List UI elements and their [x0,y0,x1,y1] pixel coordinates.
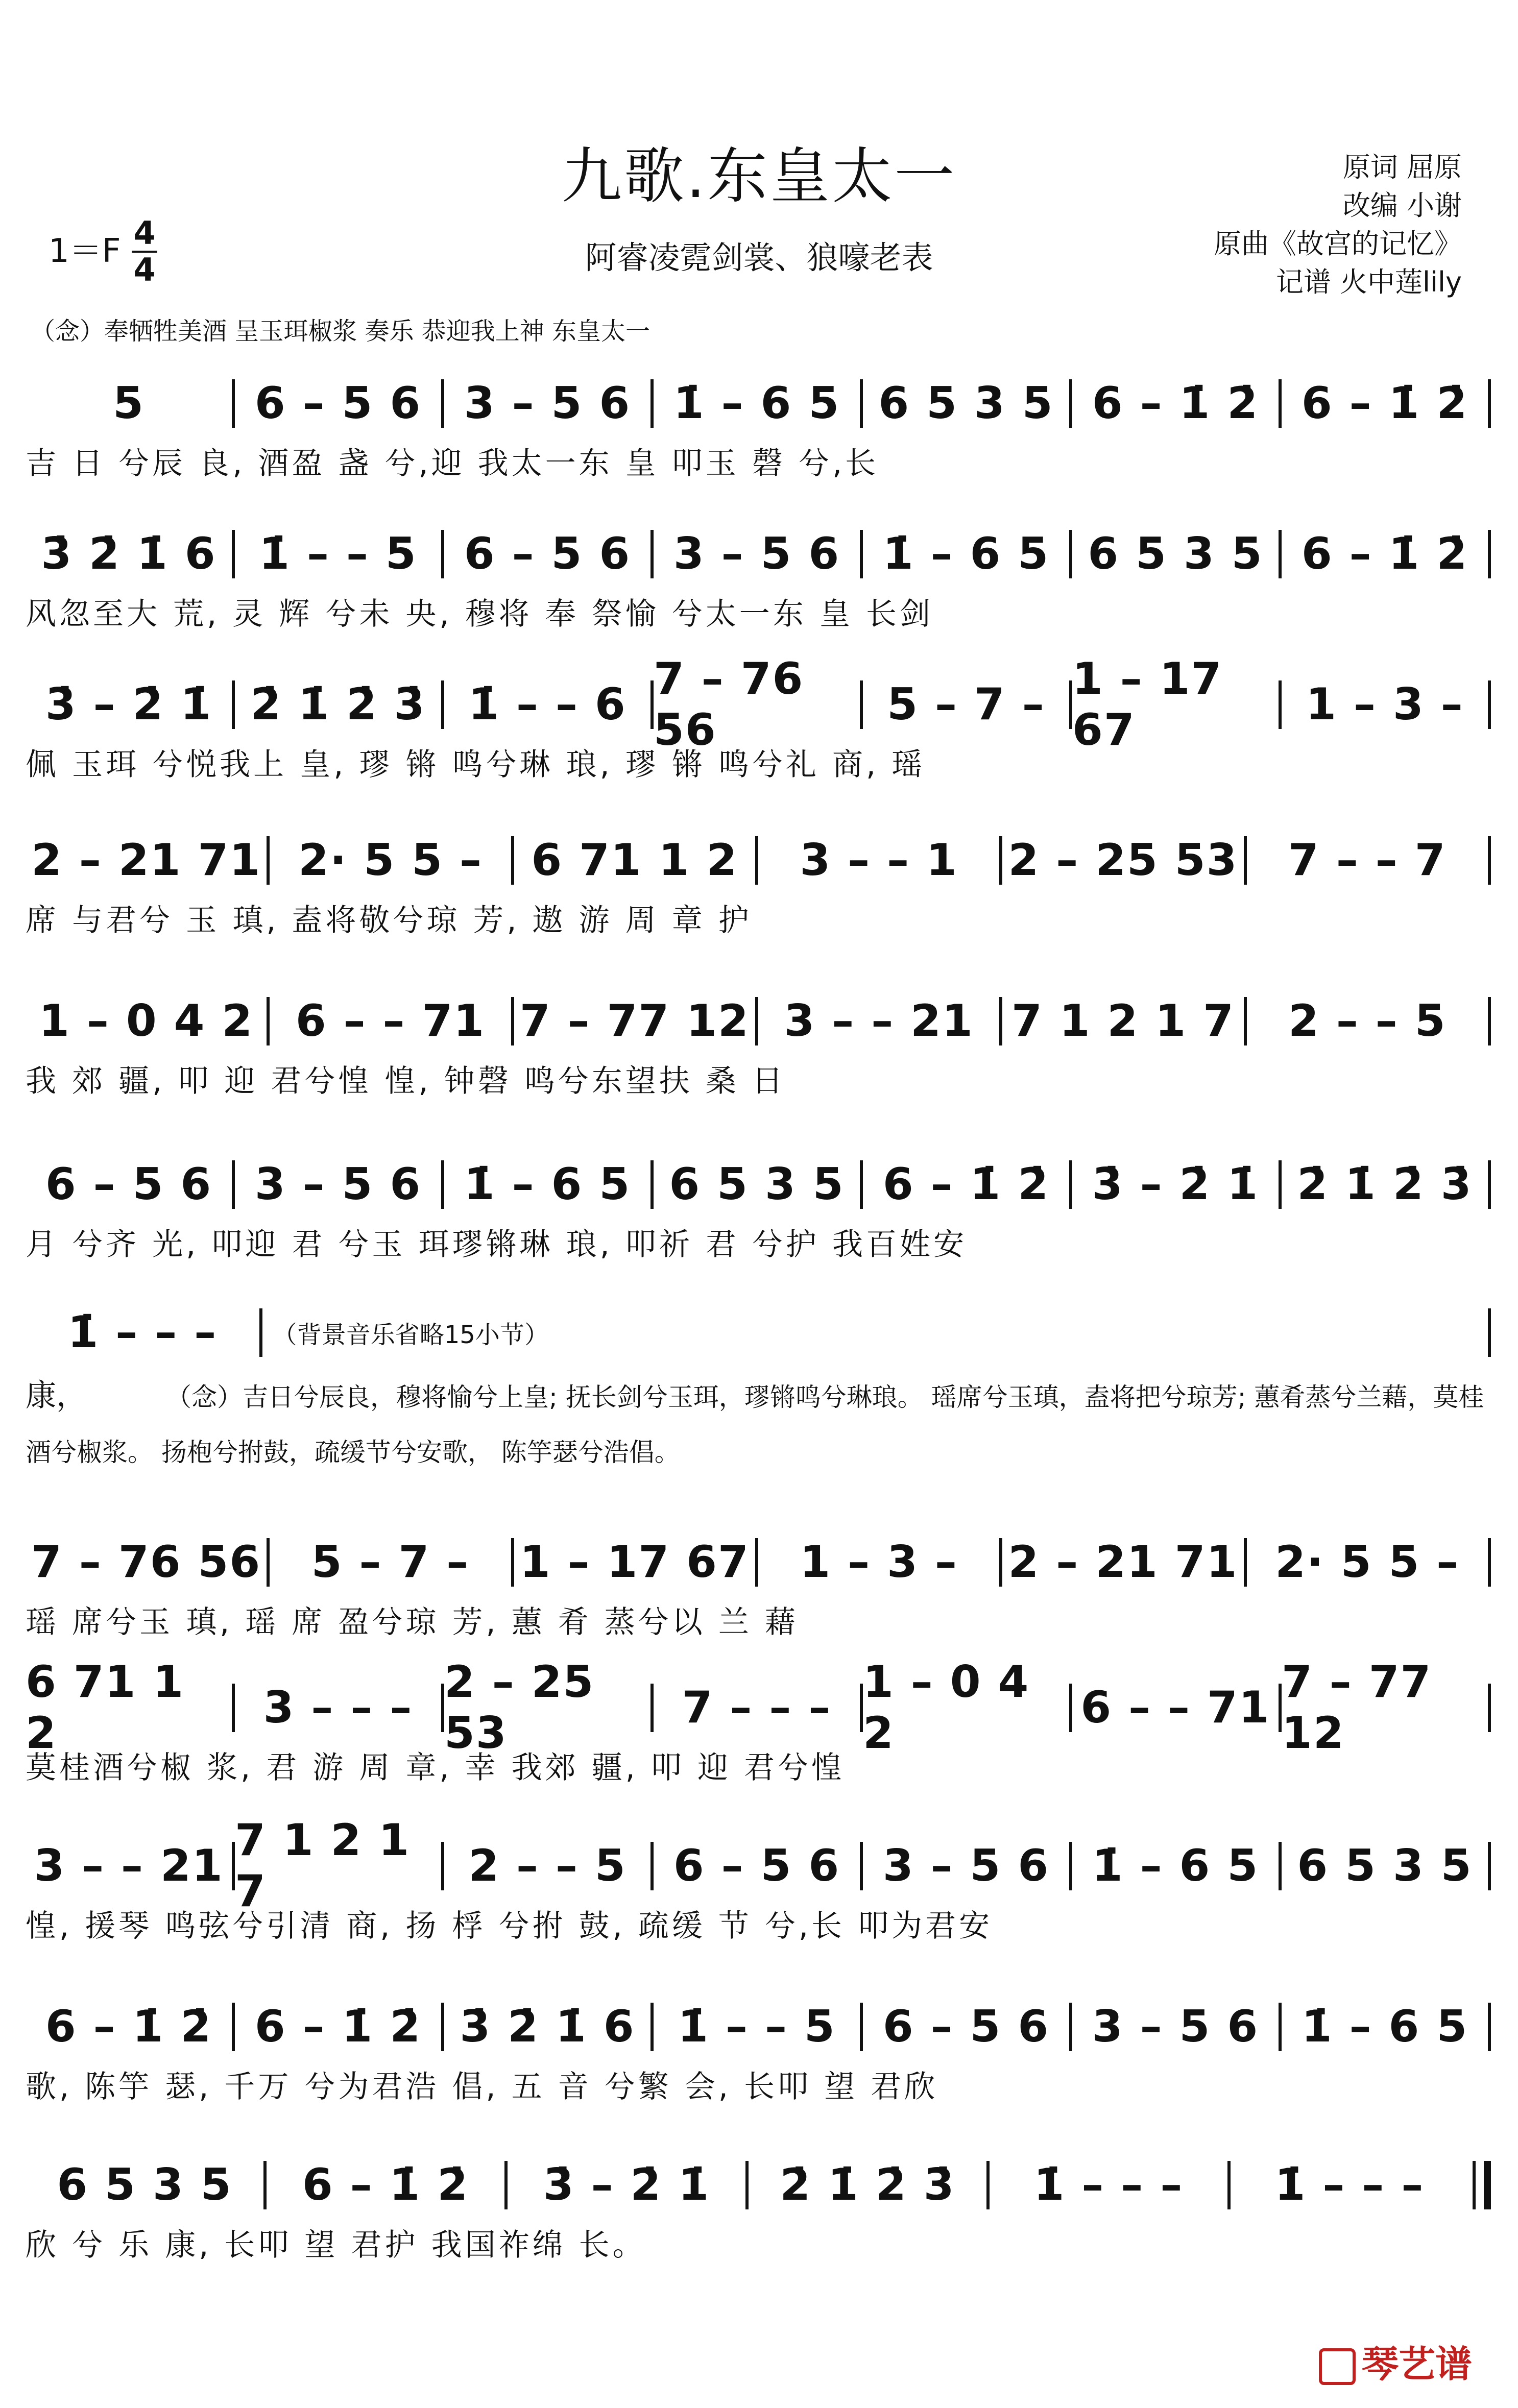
lyrics-line: 欣 兮 乐 康, 长叩 望 君护 我国祚绵 长。 [26,2227,646,2263]
barline [1488,1308,1491,1357]
time-bottom: 4 [133,251,156,288]
barline [1488,836,1491,885]
score-system-1-2 [26,653,1491,783]
site-logo [1319,2334,1472,2388]
measure: 6 – 5 6 [45,1159,212,1210]
lyrics-line: 我 郊 疆, 叩 迎 君兮惶 惶, 钟磬 鸣兮东望扶 桑 日 [26,1063,786,1099]
measure: 1 – 3 – [800,1537,958,1588]
logo-text: 琴艺谱 [1361,2343,1472,2386]
lyrics-line: 惶, 援琴 鸣弦兮引清 商, 扬 桴 兮拊 鼓, 疏缓 节 兮,长 叩为君安 [26,1908,993,1944]
lyrics-line: 瑶 席兮玉 瑱, 瑶 席 盈兮琼 芳, 蕙 肴 蒸兮以 兰 藉 [26,1604,799,1640]
measure: 1̇ – 6 5 [464,1159,631,1210]
measure: 2· 5 5 – [1275,1537,1460,1588]
measure: 3 – 5 6 [1092,2001,1259,2052]
measure: 2̇ 1̇ 2̇ 3̇ [250,679,426,730]
measure: 2̇ 1̇ 2̇ 3̇ [1297,1159,1473,1210]
measure: 5 [113,378,144,429]
measure: 3 – – 1 [800,835,958,886]
measure: 3 – – 21 [784,995,974,1047]
intro-note: （念）奉牺牲美酒 呈玉珥椒浆 奏乐 恭迎我上神 东皇太一 [31,317,650,346]
key-signature: 1＝F [49,232,121,270]
score-system-2-1 [26,1657,1491,1786]
credit-original-tune: 原曲《故宫的记忆》 [1214,228,1462,260]
lyrics-line: 莫桂酒兮椒 浆, 君 游 周 章, 幸 我郊 疆, 叩 迎 君兮惶 [26,1750,846,1786]
measure: 6 – 5 6 [673,1840,840,1891]
measure: 1̇ – 6 5 [673,378,840,429]
lyrics-line: 佩 玉珥 兮悦我上 皇, 璆 锵 鸣兮琳 琅, 璆 锵 鸣兮礼 商, 瑶 [26,747,926,783]
measure: 2 – 21 71 [31,835,261,886]
measure: 3 – 5 6 [464,378,631,429]
narration-text: （念）吉日兮辰良，穆将愉兮上皇; 抚长剑兮玉珥，璆锵鸣兮琳琅。 瑶席兮玉瑱，盍将把兮琼芳; 蕙肴蒸兮兰藉，莫桂酒兮椒浆。 扬枹兮拊鼓，疏缓节兮安歌， 陈竽瑟兮浩倡。 [26,1382,1484,1467]
measure: 1̇ – – 5 [678,2001,836,2052]
narration [26,1368,1491,1480]
notation-row [26,1304,1491,1360]
credit-arranger: 改编 小谢 [1342,189,1462,222]
measure: 6 – 1̇ 2̇ [45,2001,212,2052]
barline [1488,2003,1491,2051]
notation-row [26,375,1491,431]
logo-icon [1319,2348,1356,2385]
score-system-1-6 [26,1304,1491,1360]
measure: 6 – 1̇ 2̇ [1301,378,1468,429]
narration-lead: 康， [26,1378,87,1414]
measure: 1̇ – 6 5 [1301,2001,1468,2052]
notation-row [26,526,1491,582]
page-title: 九歌.东皇太一 [561,141,957,211]
measure: 2 – – 5 [1288,995,1447,1047]
score-system-2-2 [26,1815,1491,1944]
notation-row [26,1815,1491,1917]
notation-row [26,1999,1491,2055]
score-system-2-3 [26,1999,1491,2105]
measure: 3 – 5 6 [673,528,840,579]
measure: 3 – 5 6 [254,1159,422,1210]
notation-row [26,2157,1491,2213]
performers: 阿睿凌霓剑裳、狼嚎老表 [585,239,933,276]
measure: 6 5 3 5 [1088,528,1263,579]
measure: 7 – – 7 [1288,835,1447,886]
measure: 1̇ – 6 5 [1092,1840,1259,1891]
notation-row [26,832,1491,888]
measure: 3̇ 2̇ 1̇ 6 [460,2001,635,2052]
score-system-2-0 [26,1534,1491,1640]
measure: 6 – 1̇ 2̇ [254,2001,422,2052]
measure: 6 – 5 6 [882,2001,1050,2052]
barline [1488,1842,1491,1890]
score-system-1-5 [26,1156,1491,1262]
lyrics-line: 席 与君兮 玉 瑱, 盍将敬兮琼 芳, 遨 游 周 章 护 [26,903,752,938]
measure: 6 – 1̇ 2̇ [882,1159,1050,1210]
measure: 2̇ 1̇ 2̇ 3̇ [780,2159,955,2210]
notation-row [26,1534,1491,1590]
measure: 7 – 76 56 [654,653,804,756]
measure: 3̇ 2̇ 1̇ 6 [41,528,216,579]
measure: 1 – 0 4 2 [39,995,254,1047]
lyrics-line: 月 兮齐 光, 叩迎 君 兮玉 珥璆锵琳 琅, 叩祈 君 兮护 我百姓安 [26,1227,967,1262]
score-system-1-0 [26,375,1491,481]
score-system-1-3 [26,832,1491,938]
barline [1488,680,1491,729]
measure: 6 71 1 2 [26,1657,185,1759]
barline [1488,1160,1491,1209]
measure: 6 – – 71 [295,995,486,1047]
barline [1488,1684,1491,1732]
measure: 6 – 5 6 [254,378,422,429]
measure: 6 5 3 5 [57,2159,232,2210]
score-system-2-4 [26,2157,1491,2263]
measure: 3 – – 21 [34,1840,224,1891]
measure: 6 – – 71 [1080,1682,1270,1733]
measure: 5 – 7 – [311,1537,470,1588]
aside-note: （背景音乐省略15小节） [272,1320,549,1349]
lyrics-line: 吉 日 兮辰 良, 酒盈 盏 兮,迎 我太一东 皇 叩玉 磬 兮,长 [26,446,879,481]
measure: 6 – 1̇ 2̇ [1301,528,1468,579]
notation-row [26,993,1491,1049]
score-system-1-1 [26,526,1491,632]
measure: 7 – 76 56 [31,1537,261,1588]
measure: 6 71 1 2 [531,835,738,886]
lyrics-line: 风忽至大 荒, 灵 辉 兮未 央, 穆将 奉 祭愉 兮太一东 皇 长剑 [26,596,933,632]
measure: 3̇ – 2̇ 1̇ [543,2159,710,2210]
credit-lyricist: 原词 屈原 [1342,151,1462,183]
notation-row [26,1156,1491,1212]
measure: 1 – 17 67 [519,1537,750,1588]
measure: 3 – – – [263,1682,413,1733]
measure: 1 – 17 67 [1072,653,1223,756]
measure: 2 – 21 71 [1008,1537,1238,1588]
measure: 2 – 25 53 [444,1657,595,1759]
measure: 5 – 7 – [887,679,1045,730]
measure: 1̇ – – – [1274,2159,1425,2210]
measure: 2 – 25 53 [1008,835,1238,886]
measure: 7 – – – [682,1682,832,1733]
lyrics-line: 歌, 陈竽 瑟, 千万 兮为君浩 倡, 五 音 兮繁 会, 长叩 望 君欣 [26,2069,938,2105]
measure: 1 – 0 4 2 [863,1657,1030,1759]
measure: 1̇ – – – [67,1307,218,1358]
measure: 7 – 77 12 [1282,1657,1432,1759]
barline [1488,530,1491,578]
measure: 7 1 2 1 7 [235,1815,411,1917]
final-barline [1473,2161,1491,2209]
score-system-1-4 [26,993,1491,1099]
measure: 3 – 5 6 [882,1840,1050,1891]
measure: 6 5 3 5 [1297,1840,1473,1891]
measure: 1̇ – – 5 [259,528,417,579]
measure: 6 5 3 5 [878,378,1054,429]
measure: 1 – 3 – [1306,679,1464,730]
measure: 2· 5 5 – [298,835,483,886]
measure: 3̇ – 2̇ 1̇ [1092,1159,1259,1210]
notation-row [26,1657,1491,1759]
measure: 2 – – 5 [468,1840,627,1891]
measure: 6 – 1̇ 2̇ [1092,378,1259,429]
time-signature [132,214,157,288]
measure: 7 1 2 1 7 [1011,995,1235,1047]
measure: 6 5 3 5 [669,1159,845,1210]
measure: 6 – 5 6 [464,528,631,579]
measure: 3̇ – 2̇ 1̇ [45,679,212,730]
barline [1488,379,1491,428]
measure: 1̇ – – – [1033,2159,1184,2210]
measure: 1̇ – 6 5 [882,528,1050,579]
barline [1488,1538,1491,1587]
time-top: 4 [133,214,156,252]
measure: 6 – 1̇ 2̇ [302,2159,469,2210]
measure: 1̇ – – 6 [468,679,627,730]
barline [1488,997,1491,1045]
notation-row [26,653,1491,756]
credit-transcriber: 记谱 火中莲lily [1275,266,1462,298]
measure: 7 – 77 12 [519,995,750,1047]
